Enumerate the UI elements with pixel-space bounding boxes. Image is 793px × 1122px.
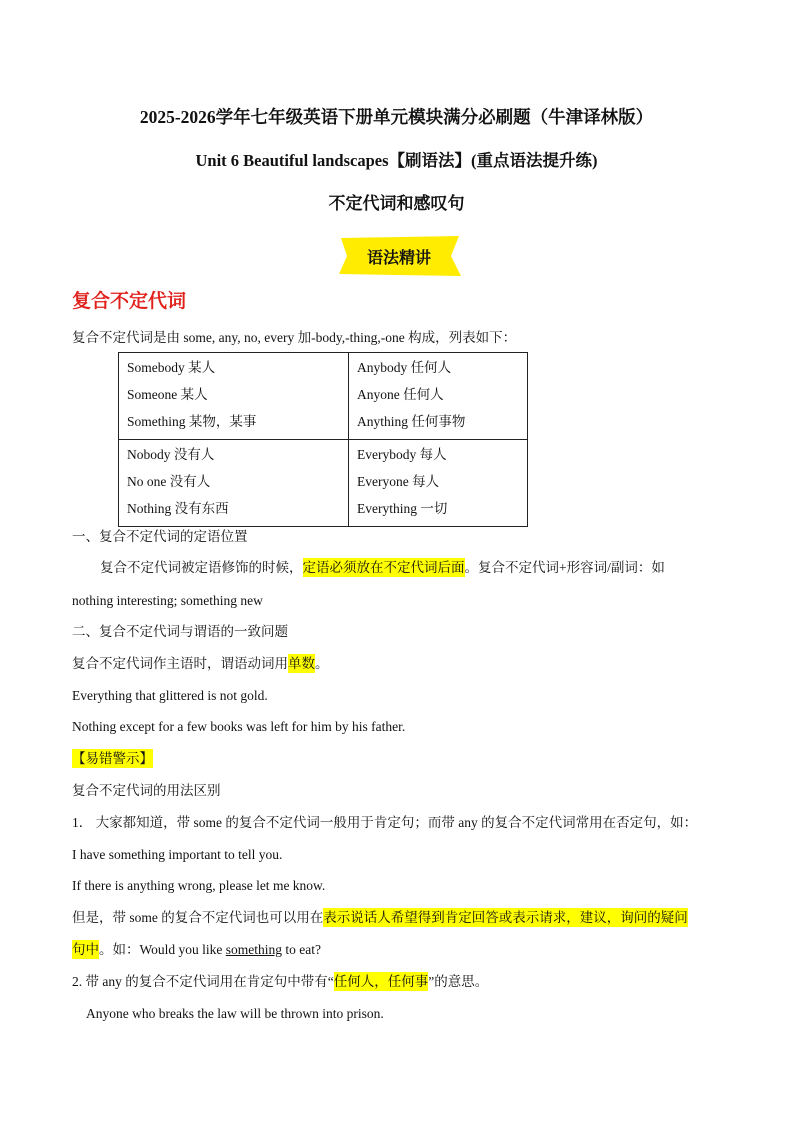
- rule-1-text: [100, 558, 722, 578]
- table-cell: [119, 353, 349, 440]
- table-cell: [349, 353, 528, 440]
- table-cell-line: Anything 任何事物: [357, 414, 466, 429]
- warning-label: [72, 749, 153, 769]
- rule-2-text: [72, 654, 329, 674]
- rule-1-text-b: 。复合不定代词+形容词/副词：如: [464, 560, 665, 575]
- example-sentence: Nothing except for a few books was left for him by his father.: [72, 719, 406, 734]
- table-cell-line: Something 某物，某事: [127, 414, 257, 429]
- rule-1-title: 一、复合不定代词的定语位置: [72, 529, 248, 544]
- section-heading: 复合不定代词: [72, 291, 187, 312]
- document-title: 2025-2026学年七年级英语下册单元模块满分必刷题（牛津译林版）: [139, 107, 654, 127]
- usage-point-1: 1． 大家都知道，带 some 的复合不定代词一般用于肯定句；而带 any 的复合不定代词常用在否定句，如：: [72, 815, 698, 830]
- table-cell: [119, 440, 349, 527]
- table-cell: [349, 440, 528, 527]
- warning-highlight: 【易错警示】: [72, 751, 153, 766]
- section-badge: [335, 236, 463, 276]
- rule-2-highlight: 单数: [288, 656, 315, 671]
- rule-2-title: 二、复合不定代词与谓语的一致问题: [72, 624, 288, 639]
- intro-text: 复合不定代词是由 some, any, no, every 加-body,-thing,-one 构成，列表如下：: [72, 330, 517, 345]
- rule-2-text-b: 。: [315, 656, 329, 671]
- rule-2-text-a: 复合不定代词作主语时，谓语动词用: [72, 656, 288, 671]
- table-cell-line: Someone 某人: [127, 387, 208, 402]
- document-subtitle: Unit 6 Beautiful landscapes【刷语法】(重点语法提升练): [195, 151, 598, 170]
- usage-point-1-example: [72, 940, 321, 960]
- point-2-highlight: 任何人，任何事: [333, 974, 429, 989]
- rule-1-highlight: 定语必须放在不定代词后面: [302, 560, 465, 575]
- table-row: [119, 440, 528, 527]
- usage-point-1-note: [72, 908, 688, 928]
- usage-point-2: [72, 972, 488, 992]
- document-topic: 不定代词和感叹句: [328, 194, 465, 213]
- example-sentence: I have something important to tell you.: [72, 847, 283, 862]
- rule-1-example: nothing interesting; something new: [72, 593, 263, 608]
- table-row: [119, 353, 528, 440]
- rule-1-text-wrap: [100, 558, 665, 578]
- table-cell-line: Anybody 任何人: [357, 360, 452, 375]
- note-highlight: 表示说话人希望得到肯定回答或表示请求，建议，询问的疑问: [323, 910, 688, 925]
- point-2-text-a: 2. 带 any 的复合不定代词用在肯定句中带有“: [72, 974, 334, 989]
- table-cell-line: Nobody 没有人: [127, 447, 215, 462]
- note-highlight-end: 句中: [72, 942, 99, 957]
- table-cell-line: Nothing 没有东西: [127, 501, 229, 516]
- underlined-word: something: [225, 942, 283, 957]
- usage-title: 复合不定代词的用法区别: [72, 783, 221, 798]
- table-cell-line: Everything 一切: [357, 501, 448, 516]
- example-sentence: If there is anything wrong, please let me know.: [72, 878, 326, 893]
- table-cell-line: Anyone 任何人: [357, 387, 444, 402]
- example-sentence: Everything that glittered is not gold.: [72, 688, 268, 703]
- table-cell-line: Everyone 每人: [357, 474, 440, 489]
- note-text-a: 但是，带 some 的复合不定代词也可以用在: [72, 910, 324, 925]
- note-example-a: 。如：Would you like: [99, 942, 226, 957]
- table-cell-line: No one 没有人: [127, 474, 211, 489]
- point-2-text-b: ”的意思。: [428, 974, 489, 989]
- note-example-b: to eat?: [282, 942, 322, 957]
- rule-1-text-a: 复合不定代词被定语修饰的时候，: [100, 560, 303, 575]
- table-cell-line: Everybody 每人: [357, 447, 447, 462]
- pronoun-table: [118, 352, 528, 527]
- badge-label: 语法精讲: [366, 250, 431, 267]
- table-cell-line: Somebody 某人: [127, 360, 216, 375]
- example-sentence: Anyone who breaks the law will be thrown into prison.: [86, 1006, 384, 1021]
